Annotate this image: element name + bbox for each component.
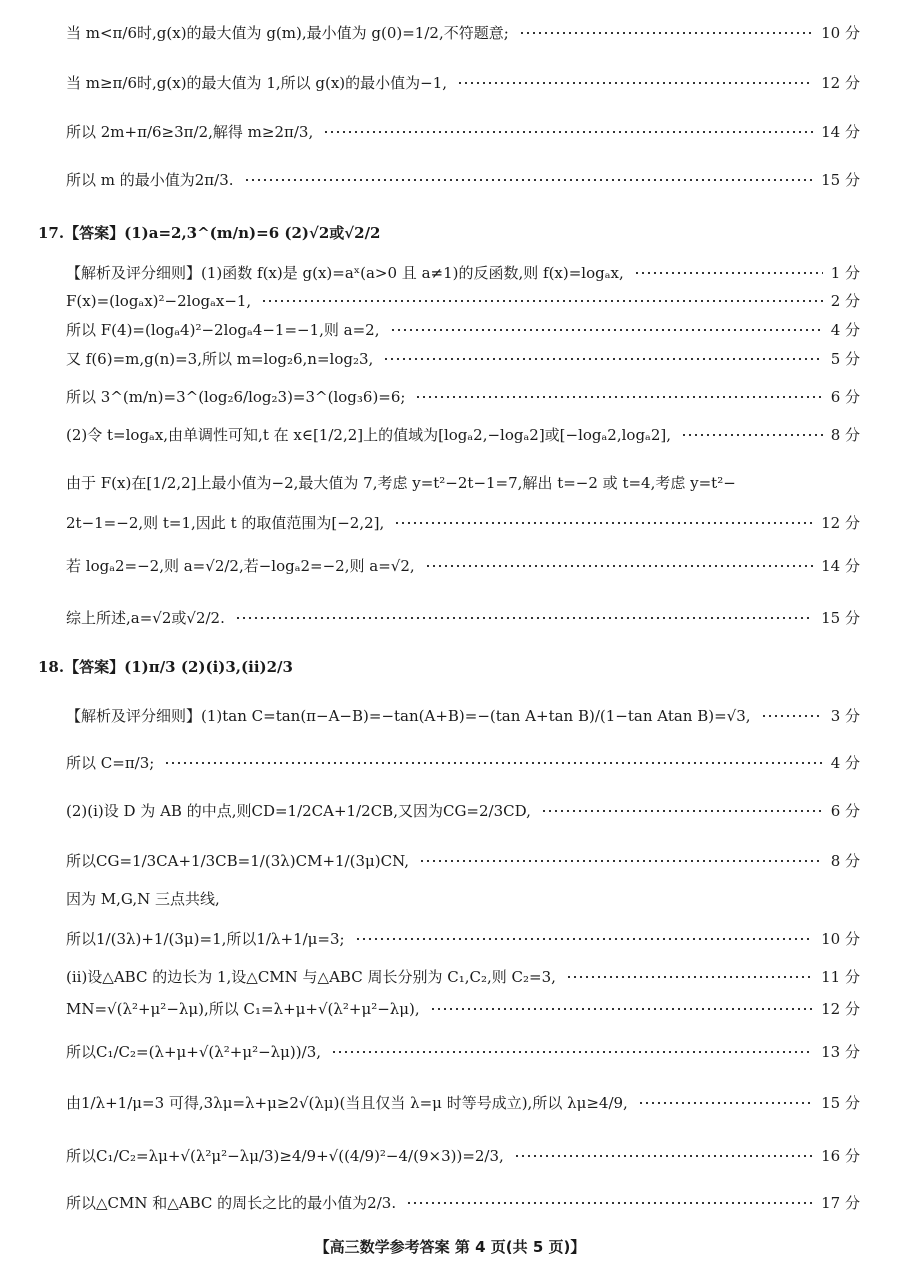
answer-line: 2t−1=−2,则 t=1,因此 t 的取值范围为[−2,2], 12 分 [66, 514, 860, 532]
answer-line: 当 m<π/6时,g(x)的最大值为 g(m),最小值为 g(0)=1/2,不符题意; 10 分 [66, 24, 860, 42]
answer-line: (2)(i)设 D 为 AB 的中点,则CD=1/2CA+1/2CB,又因为CG=2/3CD, 6 分 [66, 802, 860, 820]
answer-line: 所以CG=1/3CA+1/3CB=1/(3λ)CM+1/(3μ)CN, 8 分 [66, 852, 860, 870]
answer-line: F(x)=(logₐx)²−2logₐx−1, 2 分 [66, 291, 860, 310]
answer-line: 当 m≥π/6时,g(x)的最大值为 1,所以 g(x)的最小值为−1, 12 分 [66, 74, 860, 92]
answer-line: 【解析及评分细则】(1)tan C=tan(π−A−B)=−tan(A+B)=−(tan A+tan B)/(1−tan Atan B)=√3, 3 分 [66, 707, 860, 725]
answer-line: 由1/λ+1/μ=3 可得,3λμ=λ+μ≥2√(λμ)(当且仅当 λ=μ 时等号成立),所以 λμ≥4/9, 15 分 [66, 1094, 860, 1112]
answer-line: 所以C₁/C₂=λμ+√(λ²μ²−λμ/3)≥4/9+√((4/9)²−4/(9×3))=2/3, 16 分 [66, 1147, 860, 1165]
answer-line: 所以C₁/C₂=(λ+μ+√(λ²+μ²−λμ))/3, 13 分 [66, 1043, 860, 1061]
answer-line-plain: 因为 M,G,N 三点共线, [66, 890, 220, 908]
q17-answer: 17.【答案】(1)a=2,3^(m/n)=6 (2)√2或√2/2 [38, 224, 381, 242]
answer-line: MN=√(λ²+μ²−λμ),所以 C₁=λ+μ+√(λ²+μ²−λμ), 12 分 [66, 1000, 860, 1018]
answer-line: (2)令 t=logₐx,由单调性可知,t 在 x∈[1/2,2]上的值域为[logₐ2,−logₐ2]或[−logₐ2,logₐ2], 8 分 [66, 426, 860, 444]
answer-line: 所以 C=π/3; 4 分 [66, 754, 860, 772]
answer-line: 所以 2m+π/6≥3π/2,解得 m≥2π/3, 14 分 [66, 123, 860, 141]
answer-line: (ii)设△ABC 的边长为 1,设△CMN 与△ABC 周长分别为 C₁,C₂,则 C₂=3, 11 分 [66, 968, 860, 986]
answer-line: 所以 F(4)=(logₐ4)²−2logₐ4−1=−1,则 a=2, 4 分 [66, 321, 860, 339]
answer-line: 又 f(6)=m,g(n)=3,所以 m=log₂6,n=log₂3, 5 分 [66, 350, 860, 368]
answer-line: 所以△CMN 和△ABC 的周长之比的最小值为2/3. 17 分 [66, 1194, 860, 1212]
answer-line: 所以 3^(m/n)=3^(log₂6/log₂3)=3^(log₃6)=6; 6 分 [66, 388, 860, 406]
answer-line: 所以 m 的最小值为2π/3. 15 分 [66, 171, 860, 189]
answer-line: 所以1/(3λ)+1/(3μ)=1,所以1/λ+1/μ=3; 10 分 [66, 930, 860, 948]
q18-answer: 18.【答案】(1)π/3 (2)(i)3,(ii)2/3 [38, 658, 293, 676]
page-footer: 【高三数学参考答案 第 4 页(共 5 页)】 [314, 1238, 586, 1256]
answer-line-continued: 由于 F(x)在[1/2,2]上最小值为−2,最大值为 7,考虑 y=t²−2t−1=7,解出 t=−2 或 t=4,考虑 y=t²− [66, 474, 736, 492]
answer-line: 【解析及评分细则】(1)函数 f(x)是 g(x)=aˣ(a>0 且 a≠1)的反函数,则 f(x)=logₐx, 1 分 [66, 264, 860, 282]
answer-line: 综上所述,a=√2或√2/2. 15 分 [66, 609, 860, 627]
answer-line: 若 logₐ2=−2,则 a=√2/2,若−logₐ2=−2,则 a=√2, 14 分 [66, 557, 860, 575]
